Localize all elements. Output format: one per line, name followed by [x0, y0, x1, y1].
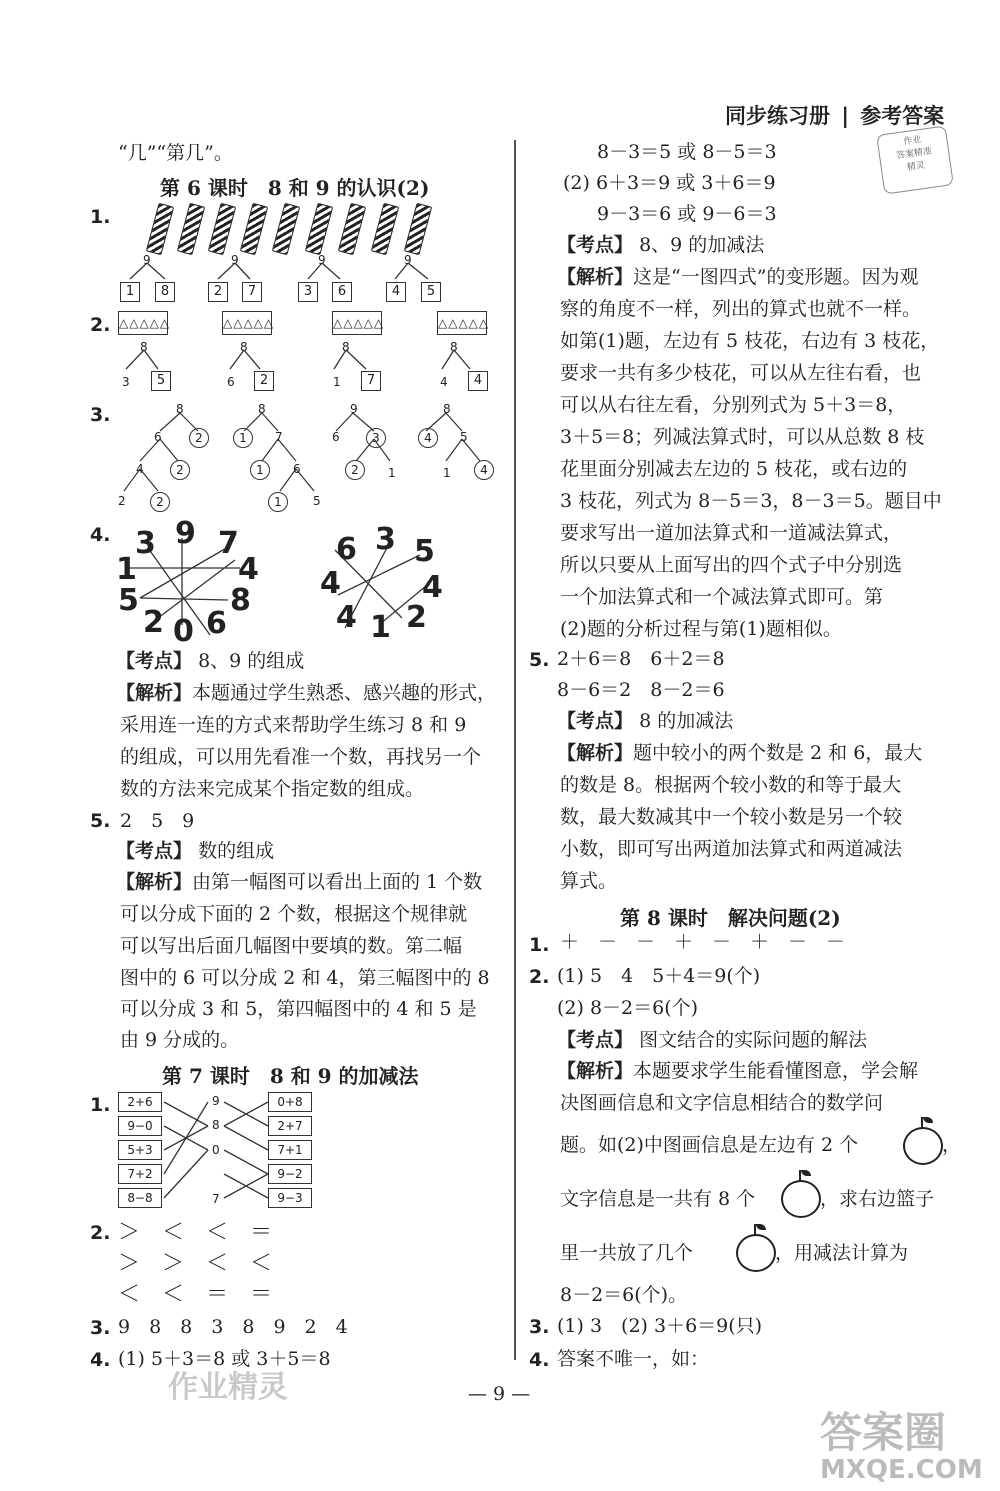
apple-icon: [736, 1234, 776, 1272]
jiexi-5-line: 文字信息是一共有 8 个: [560, 1188, 756, 1210]
q3-tree1-node: 8: [176, 402, 184, 416]
jiexi-5-line: ，求右边篮子: [820, 1188, 935, 1210]
q4-digit: 2: [406, 600, 427, 635]
q3-tree3-answer: 2: [345, 460, 365, 480]
q2-total: 8: [240, 340, 248, 354]
answer-line: 9－3＝6 或 9－6＝3: [597, 203, 777, 225]
lesson7-title: 第 7 课时 8 和 9 的加减法: [162, 1064, 419, 1088]
left-expression: 8−8: [118, 1188, 162, 1208]
lesson6-title: 第 6 课时 8 和 9 的认识(2): [160, 176, 430, 200]
q4-digit: 6: [336, 532, 357, 567]
q5-answer: 2 5 9: [120, 810, 195, 832]
q4-digit: 3: [135, 526, 156, 561]
q8-2-line: (2) 8－2＝6(个): [557, 997, 699, 1019]
jiexi-3-line: 要求一共有多少枝花，可以从左往右看，也: [560, 362, 922, 384]
jiexi-label: 【解析】: [116, 871, 193, 893]
jiexi-text: 本题要求学生能看懂图意，学会解: [633, 1060, 919, 1082]
q2-given: 4: [440, 375, 448, 389]
jiexi-2-line: 图中的 6 可以分成 2 和 4，第三幅图中的 8: [120, 967, 490, 989]
kaodian-3: [557, 236, 764, 255]
q1-box: 6: [332, 282, 352, 302]
kaodian-4: [557, 712, 733, 731]
pencil-8: [371, 203, 399, 255]
q3-tree2-answer: 1: [233, 428, 253, 448]
pencil-2: [177, 203, 205, 255]
jiexi-label: 【解析】: [557, 1060, 634, 1082]
q4-digit: 4: [336, 600, 357, 635]
jiexi-3-line: 花里面分别减去左边的 5 枝花，或右边的: [560, 458, 908, 480]
jiexi-5-line: 里一共放了几个: [560, 1242, 694, 1264]
pencil-6: [305, 203, 333, 255]
q2-box: 5: [151, 371, 171, 391]
jiexi-label: 【解析】: [557, 742, 634, 764]
q7-3-number: 3.: [90, 1317, 111, 1339]
q2-box: 4: [468, 371, 488, 391]
jiexi-4-line: 算式。: [560, 870, 618, 892]
stamp: [876, 125, 954, 194]
header-separator: |: [841, 104, 849, 128]
q3-tree1-answer: 2: [170, 460, 190, 480]
right-expression: 7+1: [268, 1140, 312, 1160]
q4-digit: 2: [143, 605, 164, 640]
q7-2-row: ＜ ＜ ＝ ＝: [118, 1282, 273, 1307]
kaodian-label: 【考点】: [557, 710, 634, 732]
intro-text: “几”“第几”。: [118, 142, 233, 164]
kaodian-text: 图文结合的实际问题的解法: [639, 1029, 868, 1051]
q2-given: 6: [227, 375, 235, 389]
q3-tree1-node: 6: [154, 430, 162, 444]
jiexi-2-line: 可以分成 3 和 5，第四幅图中的 4 和 5 是: [120, 998, 477, 1020]
q2-total: 8: [450, 340, 458, 354]
jiexi-4-line: 小数，即可写出两道加法算式和两道减法: [560, 838, 903, 860]
q3-tree1-node: 4: [136, 462, 144, 476]
q4-digit: 4: [320, 566, 341, 601]
q7-1-match-lines: [160, 1090, 280, 1215]
q8-1-answer: ＋ － － ＋ － ＋ － －: [560, 931, 846, 953]
right-expression: 0+8: [268, 1092, 312, 1112]
q1-box: 2: [208, 282, 228, 302]
lesson8-title: 第 8 课时 解决问题(2): [620, 906, 841, 930]
stamp-line-1: 作业: [902, 134, 922, 148]
jiexi-3-line: 3 枝花，列式为 8－5＝3，8－3＝5。题目中: [560, 490, 942, 512]
q3-tree1-answer: 2: [189, 428, 209, 448]
jiexi-text: 本题通过学生熟悉、感兴趣的形式，: [192, 682, 497, 704]
q8-1-number: 1.: [529, 934, 550, 956]
q2-number: 2.: [90, 314, 111, 336]
jiexi-3-line: 要求写出一道加法算式和一道减法算式，: [560, 522, 903, 544]
jiexi-1-line: [116, 684, 496, 703]
header: [725, 100, 944, 130]
q3-tree4-node: 8: [443, 402, 451, 416]
jiexi-4-line: 的数是 8。根据两个较小数的和等于最大: [560, 774, 902, 796]
jiexi-1-line: 数的方法来完成某个指定数的组成。: [120, 778, 425, 800]
q1-total-2: 9: [231, 253, 239, 267]
apple-icon: [781, 1180, 821, 1218]
jiexi-5-line: [557, 1062, 918, 1081]
q8-4-number: 4.: [529, 1349, 550, 1371]
jiexi-5-line: 决图画信息和文字信息相结合的数学问: [560, 1092, 884, 1114]
q4-digit: 1: [116, 552, 137, 587]
pencil-7: [338, 203, 366, 255]
book-title: 同步练习册: [725, 104, 830, 128]
q3-tree4-answer: 4: [418, 428, 438, 448]
q3-tree2-answer: 1: [250, 460, 270, 480]
jiexi-3-line: 如第(1)题，左边有 5 枝花，右边有 3 枝花，: [560, 330, 940, 352]
kaodian-1: [116, 652, 304, 671]
left-expression: 2+6: [118, 1092, 162, 1112]
q5-line: 2＋6＝8 6＋2＝8: [557, 648, 725, 670]
q1-total-1: 9: [143, 253, 151, 267]
q1-box: 5: [421, 282, 441, 302]
q1-box: 4: [386, 282, 406, 302]
kaodian-label: 【考点】: [116, 840, 193, 862]
q4-digit: 3: [375, 522, 396, 557]
jiexi-text: 题中较小的两个数是 2 和 6，最大: [633, 742, 923, 764]
column-divider: [514, 140, 516, 1360]
q1-box: 1: [120, 282, 140, 302]
q5-line: 8－6＝2 8－2＝6: [557, 679, 725, 701]
q7-1-number: 1.: [90, 1094, 111, 1116]
pencil-3: [208, 203, 236, 255]
jiexi-1-line: 采用连一连的方式来帮助学生练习 8 和 9: [120, 714, 467, 736]
q1-box: 8: [155, 282, 175, 302]
pencil-5: [272, 203, 300, 255]
kaodian-text: 数的组成: [198, 840, 275, 862]
right-expression: 9−3: [268, 1188, 312, 1208]
kaodian-2: [116, 842, 274, 861]
q3-tree1-answer: 2: [150, 492, 170, 512]
jiexi-3-line: 所以只要从上面写出的四个式子中分别选: [560, 554, 903, 576]
kaodian-label: 【考点】: [557, 234, 634, 256]
q8-2-number: 2.: [529, 966, 550, 988]
answer-line: 8－3＝5 或 8－5＝3: [597, 141, 777, 163]
jiexi-label: 【解析】: [557, 266, 634, 288]
jiexi-1-line: 的组成，可以用先看准一个数，再找另一个: [120, 746, 482, 768]
jiexi-3-line: 一个加法算式和一个减法算式即可。第: [560, 586, 884, 608]
q5-number: 5.: [90, 810, 111, 832]
jiexi-text: 由第一幅图可以看出上面的 1 个数: [192, 871, 483, 893]
q5-number: 5.: [529, 649, 550, 671]
jiexi-5-line: ，用减法计算为: [775, 1242, 909, 1264]
jiexi-2-line: 可以写出后面几幅图中要填的数。第二幅: [120, 935, 463, 957]
kaodian-text: 8、9 的组成: [198, 650, 305, 672]
jiexi-2-line: 可以分成下面的 2 个数，根据这个规律就: [120, 903, 468, 925]
q4-digit: 7: [218, 526, 239, 561]
section-title: 参考答案: [860, 104, 945, 128]
pencil-1: [146, 203, 174, 255]
right-expression: 9−2: [268, 1164, 312, 1184]
stamp-line-2: 答案精准: [895, 146, 933, 162]
right-expression: 2+7: [268, 1116, 312, 1136]
q3-tree2-node: 6: [293, 462, 301, 476]
site-watermark: MXQE.COM: [820, 1455, 983, 1485]
left-expression: 7+2: [118, 1164, 162, 1184]
kaodian-label: 【考点】: [116, 650, 193, 672]
mid-number: 9: [212, 1094, 220, 1108]
q1-total-3: 9: [318, 253, 326, 267]
kaodian-5: [557, 1031, 867, 1050]
triangle-box: △△△△△: [332, 311, 382, 335]
jiexi-4-line: 数，最大数减其中一个较小数是另一个较: [560, 806, 903, 828]
q1-total-4: 9: [404, 253, 412, 267]
kaodian-text: 8、9 的加减法: [639, 234, 765, 256]
q8-2-line: (1) 5 4 5＋4＝9(个): [557, 965, 761, 987]
triangle-box: △△△△△: [118, 311, 168, 335]
pencil-4: [240, 203, 268, 255]
q8-4-answer: 答案不唯一，如：: [557, 1348, 710, 1370]
q4-digit: 4: [422, 570, 443, 605]
q4-digit: 5: [118, 583, 139, 618]
q3-tree3-answer: 3: [366, 428, 386, 448]
pencil-9: [404, 203, 432, 255]
answer-line: (2) 6＋3＝9 或 3＋6＝9: [563, 172, 776, 194]
q2-given: 3: [122, 375, 130, 389]
q7-4-answer: (1) 5＋3＝8 或 3＋5＝8: [118, 1348, 331, 1370]
q7-2-row: ＞ ＞ ＜ ＜: [118, 1251, 273, 1276]
q2-box: 2: [254, 371, 274, 391]
faint-watermark: 作业精灵: [168, 1370, 288, 1405]
q1-box: 7: [242, 282, 262, 302]
q1-box: 3: [298, 282, 318, 302]
jiexi-2-line: 由 9 分成的。: [120, 1029, 240, 1051]
triangle-box: △△△△△: [222, 311, 272, 335]
jiexi-3-line: [557, 268, 918, 287]
q8-3-answer: (1) 3 (2) 3＋6＝9(只): [557, 1315, 763, 1337]
logo-watermark: 答案圈: [820, 1408, 947, 1457]
q3-tree3-node: 6: [332, 430, 340, 444]
q7-2-number: 2.: [90, 1222, 111, 1244]
left-expression: 5+3: [118, 1140, 162, 1160]
q7-4-number: 4.: [90, 1349, 111, 1371]
page-number: — 9 —: [468, 1383, 531, 1405]
q2-total: 8: [342, 340, 350, 354]
q4-digit: 4: [238, 552, 259, 587]
q3-tree2-answer: 1: [268, 492, 288, 512]
q2-box: 7: [361, 371, 381, 391]
mid-number: 0: [212, 1143, 220, 1157]
q2-given: 1: [333, 375, 341, 389]
q7-2-row: ＞ ＜ ＜ ＝: [118, 1220, 273, 1245]
kaodian-text: 8 的加减法: [639, 710, 734, 732]
q4-digit: 0: [173, 614, 194, 649]
jiexi-3-line: 察的角度不一样，列出的算式也就不一样。: [560, 298, 922, 320]
jiexi-5-line: ，: [942, 1134, 962, 1156]
jiexi-text: 这是“一图四式”的变形题。因为观: [633, 266, 919, 288]
stamp-line-3: 精灵: [906, 160, 926, 174]
kaodian-label: 【考点】: [557, 1029, 634, 1051]
mid-number: 7: [212, 1192, 220, 1206]
q2-total: 8: [140, 340, 148, 354]
jiexi-label: 【解析】: [116, 682, 193, 704]
mid-number: 8: [212, 1118, 220, 1132]
q4-digit: 5: [414, 534, 435, 569]
left-expression: 9−0: [118, 1116, 162, 1136]
apple-icon: [903, 1127, 943, 1165]
q4-digit: 8: [230, 583, 251, 618]
q7-3-answer: 9 8 8 3 8 9 2 4: [118, 1316, 348, 1338]
q3-tree1-node: 2: [118, 494, 126, 508]
q3-tree2-node: 8: [258, 402, 266, 416]
jiexi-5-line: 题。如(2)中图画信息是左边有 2 个: [560, 1134, 859, 1156]
q4-digit: 9: [175, 516, 196, 551]
q3-tree4-answer: 4: [474, 460, 494, 480]
jiexi-5-line: 8－2＝6(个)。: [560, 1284, 688, 1306]
q3-tree3-node: 9: [350, 402, 358, 416]
q3-tree3-node: 1: [388, 466, 396, 480]
q4-connect-lines: [110, 520, 510, 650]
q3-tree2-node: 7: [275, 430, 283, 444]
jiexi-3-line: (2)题的分析过程与第(1)题相似。: [560, 618, 842, 640]
q8-3-number: 3.: [529, 1316, 550, 1338]
q1-number: 1.: [90, 206, 111, 228]
jiexi-3-line: 可以从右往左看，分别列式为 5＋3＝8，: [560, 394, 907, 416]
q3-tree4-node: 5: [460, 430, 468, 444]
jiexi-4-line: [557, 744, 922, 763]
triangle-box: △△△△△: [437, 311, 487, 335]
q3-number: 3.: [90, 404, 111, 426]
q4-digit: 1: [370, 610, 391, 645]
q3-tree2-node: 5: [313, 494, 321, 508]
q3-tree4-node: 1: [443, 466, 451, 480]
q4-digit: 6: [206, 606, 227, 641]
jiexi-3-line: 3＋5＝8；列减法算式时，可以从总数 8 枝: [560, 426, 925, 448]
q4-number: 4.: [90, 524, 111, 546]
jiexi-2-line: [116, 873, 482, 892]
